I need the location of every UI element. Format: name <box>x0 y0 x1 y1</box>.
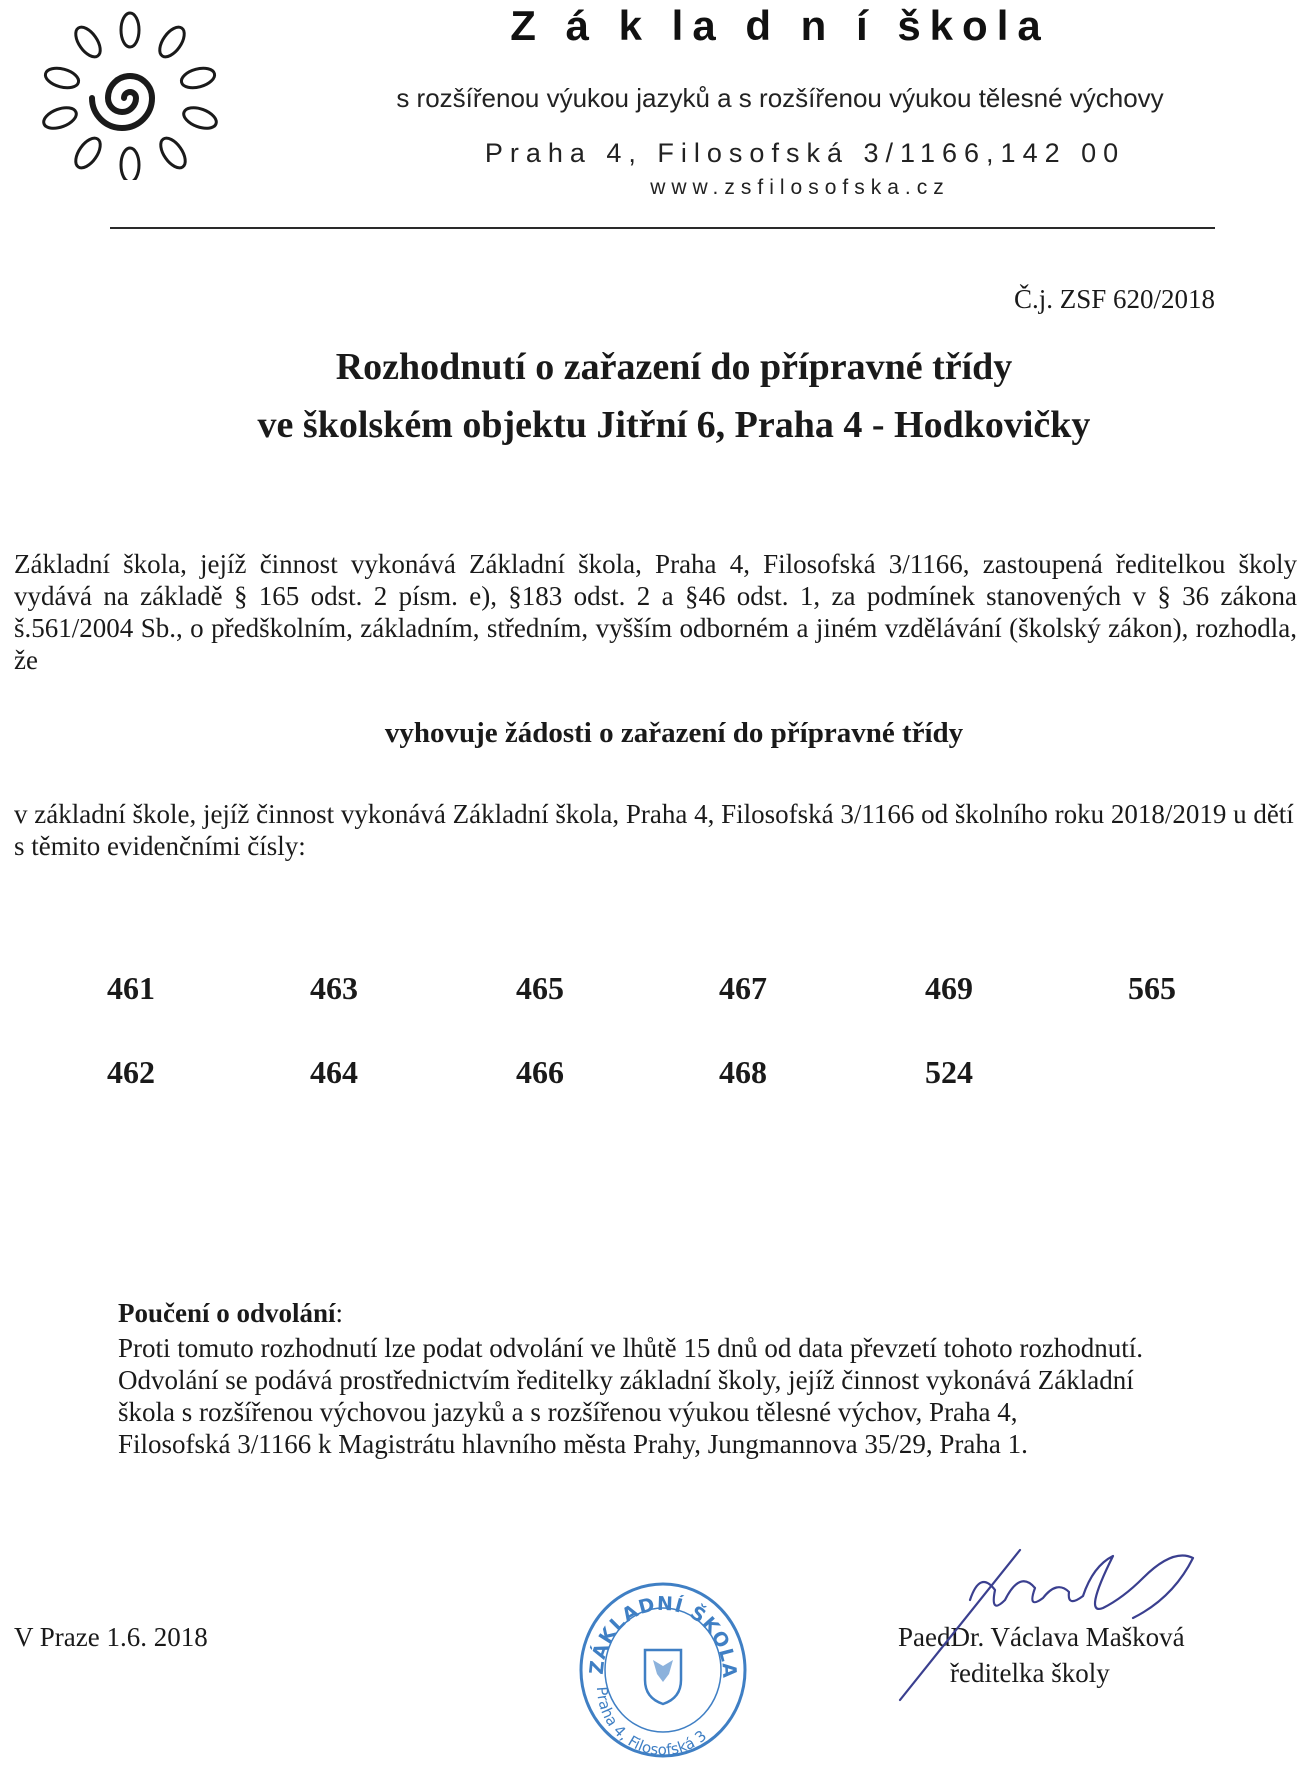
place-and-date: V Praze 1.6. 2018 <box>14 1622 208 1652</box>
school-subtitle: s rozšířenou výukou jazyků a s rozšířenou výukou tělesné výchovy <box>396 83 1164 113</box>
intro-paragraph: Základní škola, jejíž činnost vykonává Základní škola, Praha 4, Filosofská 3/1166, zastoupená ředitelkou školy vydává na základě § 165 odst. 2 písm. e), §183 odst. 2 a §46 odst. 1, za podmínek stanovených v § 36 zákona š.561/2004 Sb., o předškolním, základním, středním, vyšším odborném a jiném vzdělávání (školský zákon), rozhodla, že <box>14 549 1297 675</box>
appeal-line: Odvolání se podává prostřednictvím ředitelky základní školy, jejíž činnost vykonává Základní <box>118 1365 1134 1395</box>
appeal-heading-text: Poučení o odvolání <box>118 1298 336 1328</box>
evidence-number: 469 <box>925 970 973 1006</box>
school-address: Praha 4, Filosofská 3/1166,142 00 <box>484 138 1126 168</box>
appeal-body <box>118 1332 1258 1460</box>
document-title-line-1: Rozhodnutí o zařazení do přípravné třídy <box>335 346 1013 388</box>
school-stamp <box>575 1575 750 1760</box>
appeal-line: Proti tomuto rozhodnutí lze podat odvolání ve lhůtě 15 dnů od data převzetí tohoto rozhodnutí. <box>118 1333 1144 1363</box>
appeal-line: škola s rozšířenou výchovou jazyků a s rozšířenou výukou tělesné výchov, Praha 4, <box>118 1397 1018 1427</box>
evidence-number: 463 <box>310 970 358 1006</box>
evidence-number: 462 <box>107 1054 155 1090</box>
stamp-text-bottom: Praha 4, Filosofská 3 <box>592 1686 711 1760</box>
evidence-number: 461 <box>107 970 155 1006</box>
document-title-line-2: ve školském objektu Jitřní 6, Praha 4 - Hodkovičky <box>257 404 1091 446</box>
school-sun-logo <box>30 10 230 180</box>
evidence-number: 465 <box>516 970 564 1006</box>
evidence-number: 467 <box>719 970 767 1006</box>
decision-statement: vyhovuje žádosti o zařazení do přípravné třídy <box>384 717 964 749</box>
scope-paragraph: v základní škole, jejíž činnost vykonává Základní škola, Praha 4, Filosofská 3/1166 od školního roku 2018/2019 u dětí s těmito evidenčními čísly: <box>14 799 1294 861</box>
reference-number: Č.j. ZSF 620/2018 <box>1013 284 1215 314</box>
school-name: Z á k la d n í škola <box>510 2 1050 49</box>
evidence-number: 466 <box>516 1054 564 1090</box>
signer-name: PaedDr. Václava Mašková <box>898 1622 1185 1652</box>
evidence-number: 565 <box>1128 970 1176 1006</box>
appeal-heading-colon: : <box>335 1298 344 1328</box>
school-website: www.zsfilosofska.cz <box>650 176 950 199</box>
handwritten-signature <box>880 1530 1280 1710</box>
evidence-number: 468 <box>719 1054 767 1090</box>
evidence-number: 464 <box>310 1054 358 1090</box>
evidence-number: 524 <box>925 1054 973 1090</box>
appeal-line: Filosofská 3/1166 k Magistrátu hlavního města Prahy, Jungmannova 35/29, Praha 1. <box>118 1429 1028 1459</box>
signer-title: ředitelka školy <box>950 1658 1110 1688</box>
stamp-text-top: ZÁKLADNÍ ŠKOLA <box>585 1592 741 1680</box>
header-divider <box>110 227 1215 229</box>
appeal-heading <box>118 1298 343 1329</box>
